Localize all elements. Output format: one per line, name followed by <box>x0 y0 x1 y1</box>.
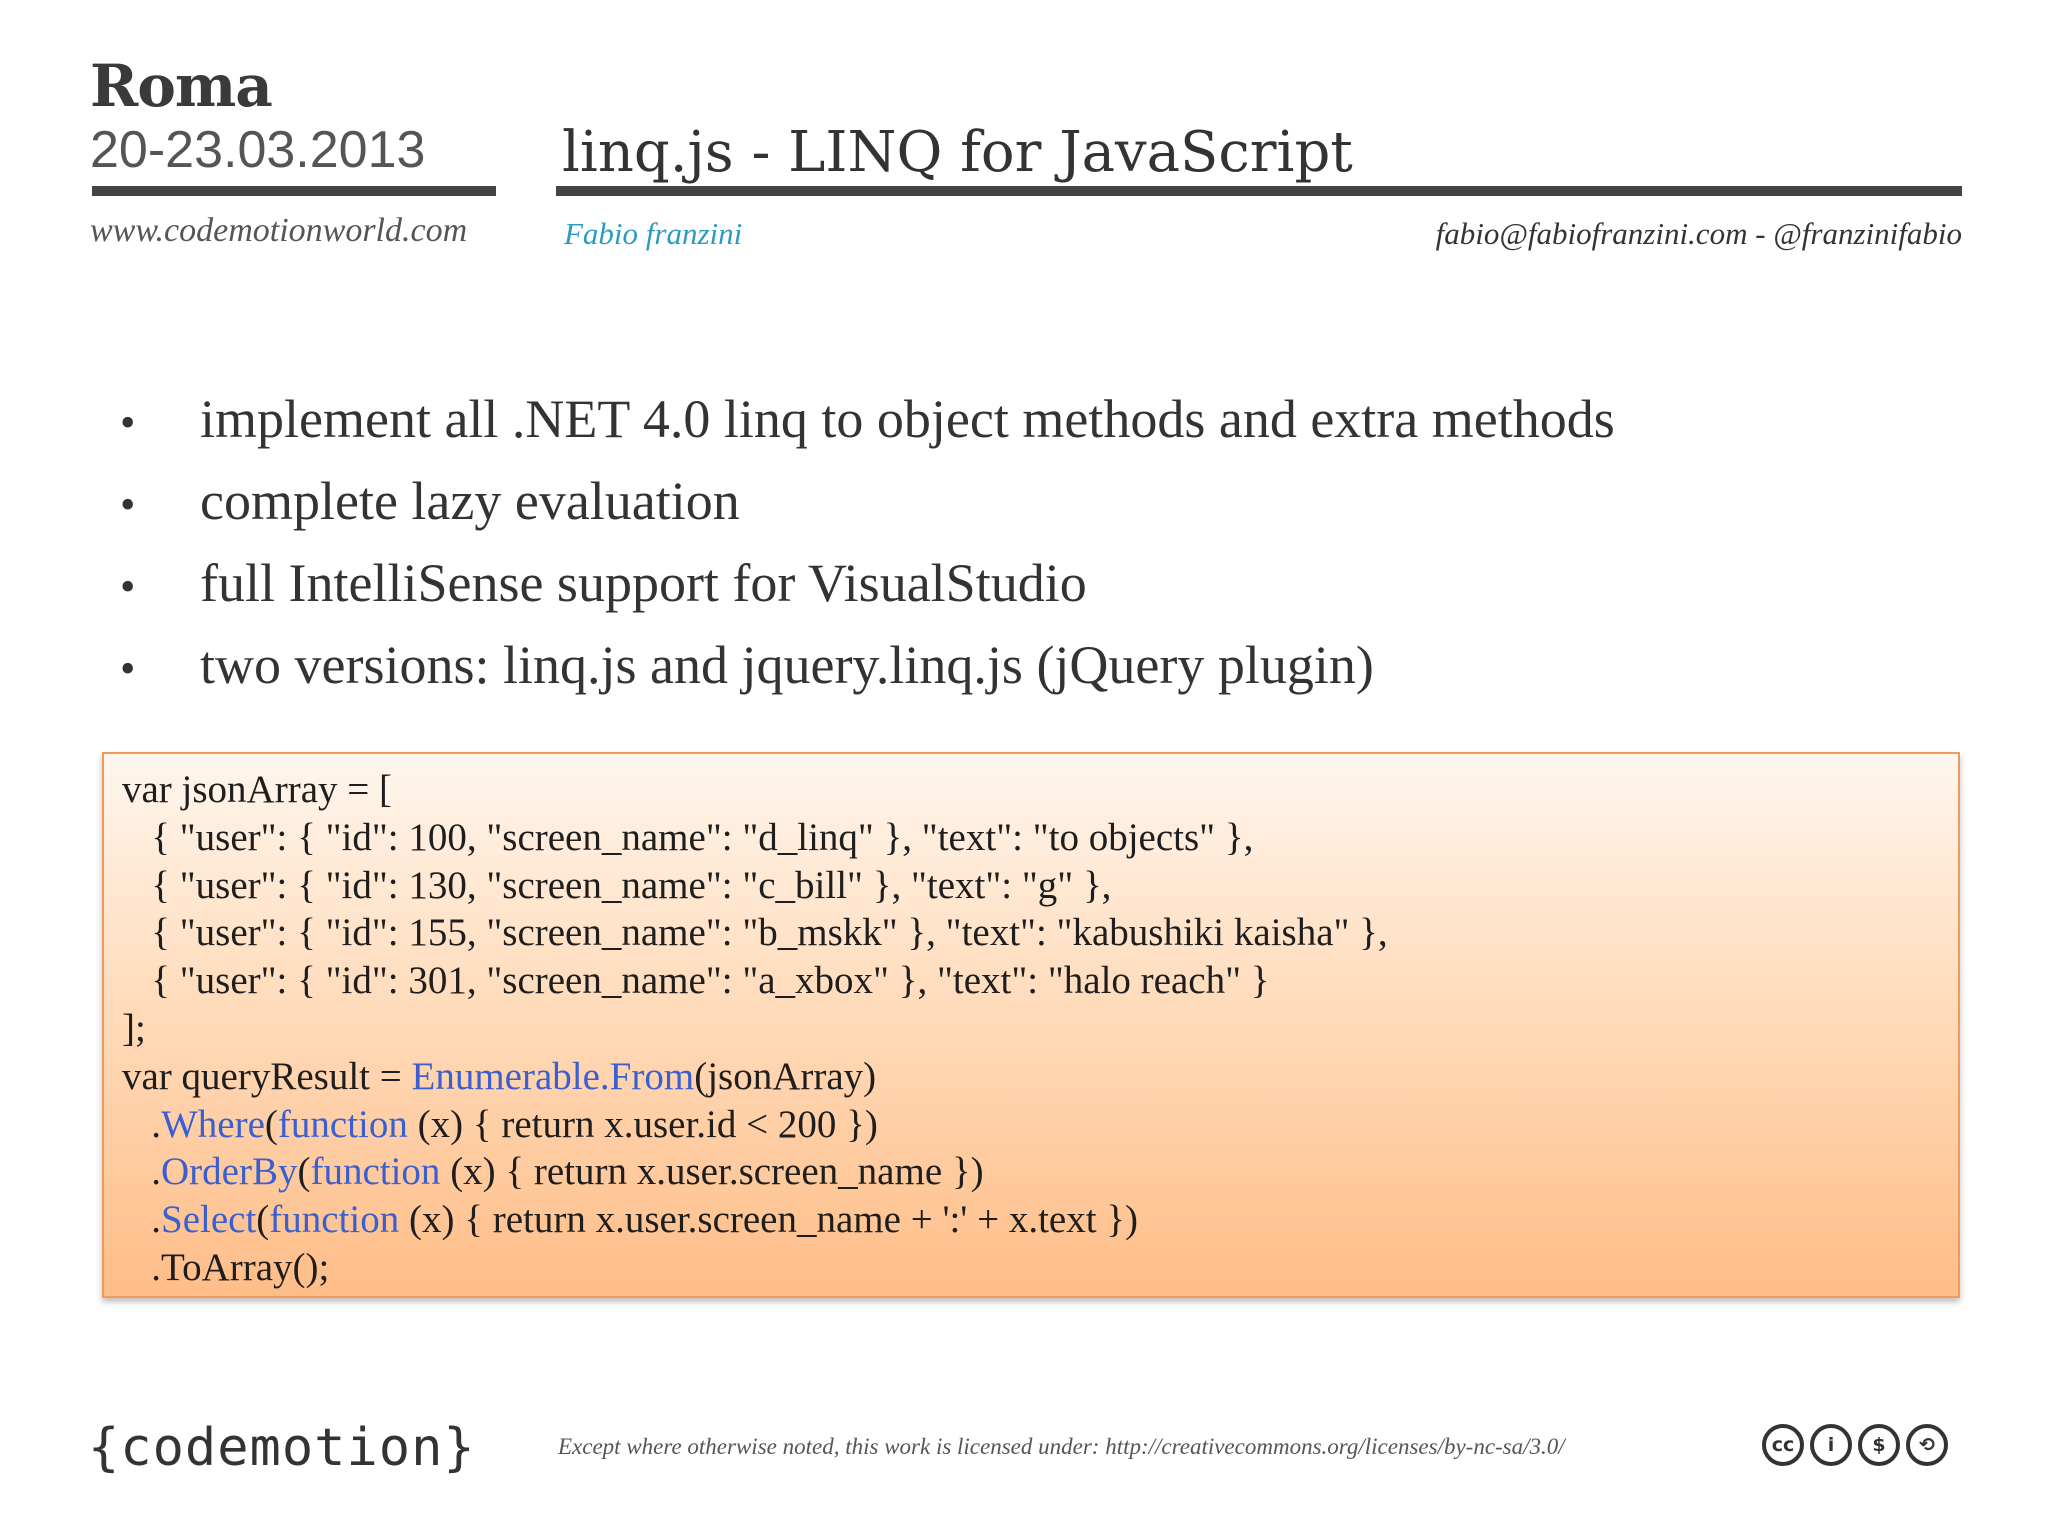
list-item <box>120 624 1615 706</box>
list-item <box>120 378 1615 460</box>
noncommercial-icon: $ <box>1858 1424 1900 1466</box>
attribution-icon: i <box>1810 1424 1852 1466</box>
code-token: (x) { return x.user.id < 200 }) <box>407 1102 878 1146</box>
code-token: (x) { return x.user.screen_name }) <box>440 1150 984 1194</box>
bullet-glyph: • <box>120 644 136 693</box>
event-dates: 20-23.03.2013 <box>90 121 426 179</box>
code-token: ( <box>256 1198 270 1242</box>
code-line: { "user": { "id": 301, "screen_name": "a_xbox" }, "text": "halo reach" } <box>122 959 1270 1003</box>
cc-license-badges <box>1762 1424 1948 1466</box>
code-line: { "user": { "id": 100, "screen_name": "d_linq" }, "text": "to objects" }, <box>122 815 1254 859</box>
code-token: (jsonArray) <box>694 1054 877 1098</box>
event-website: www.codemotionworld.com <box>90 212 468 249</box>
event-city: Roma <box>90 52 272 120</box>
codemotion-logo: {codemotion} <box>88 1418 476 1478</box>
code-token: (x) { return x.user.screen_name + ':' + x.text }) <box>399 1198 1139 1242</box>
code-line: { "user": { "id": 155, "screen_name": "b_mskk" }, "text": "kabushiki kaisha" }, <box>122 911 1388 955</box>
code-line: .ToArray(); <box>122 1245 330 1289</box>
code-keyword: function <box>310 1150 441 1194</box>
code-keyword: Select <box>161 1198 257 1242</box>
bullet-list <box>120 378 1615 706</box>
list-item <box>120 542 1615 624</box>
header-rule-left <box>92 186 496 196</box>
code-line: ]; <box>122 1006 146 1050</box>
bullet-glyph: • <box>120 480 136 529</box>
code-keyword: OrderBy <box>161 1150 298 1194</box>
sharealike-icon: ⟲ <box>1906 1424 1948 1466</box>
code-keyword: function <box>269 1198 400 1242</box>
code-token: . <box>122 1102 161 1146</box>
bullet-text: complete lazy evaluation <box>200 471 740 531</box>
code-token: ( <box>264 1102 278 1146</box>
header-rule-right <box>556 186 1962 196</box>
code-keyword: Where <box>161 1102 265 1146</box>
code-line <box>122 1101 1958 1149</box>
code-line <box>122 1148 1958 1196</box>
author-contact: fabio@fabiofranzini.com - @franzinifabio <box>1435 216 1962 251</box>
bullet-glyph: • <box>120 398 136 447</box>
cc-icon: cc <box>1762 1424 1804 1466</box>
code-token: var queryResult = <box>122 1054 412 1098</box>
code-line: var jsonArray = [ <box>122 768 392 811</box>
code-token: . <box>122 1198 161 1242</box>
code-keyword: function <box>277 1102 408 1146</box>
bullet-glyph: • <box>120 562 136 611</box>
code-token: ( <box>297 1150 311 1194</box>
code-line: { "user": { "id": 130, "screen_name": "c_bill" }, "text": "g" }, <box>122 863 1112 907</box>
bullet-text: full IntelliSense support for VisualStudio <box>200 553 1087 613</box>
author-name: Fabio franzini <box>564 216 743 251</box>
slide-title: linq.js - LINQ for JavaScript <box>562 120 1353 185</box>
bullet-text: two versions: linq.js and jquery.linq.js (jQuery plugin) <box>200 635 1374 695</box>
list-item <box>120 460 1615 542</box>
code-token: . <box>122 1150 161 1194</box>
license-notice: Except where otherwise noted, this work is licensed under: http://creativecommons.org/licenses/by-nc-sa/3.0/ <box>558 1434 1565 1459</box>
code-line <box>122 1053 1958 1101</box>
code-block <box>102 752 1960 1298</box>
code-line <box>122 1196 1958 1244</box>
code-keyword: Enumerable.From <box>411 1054 695 1098</box>
bullet-text: implement all .NET 4.0 linq to object methods and extra methods <box>200 389 1615 449</box>
